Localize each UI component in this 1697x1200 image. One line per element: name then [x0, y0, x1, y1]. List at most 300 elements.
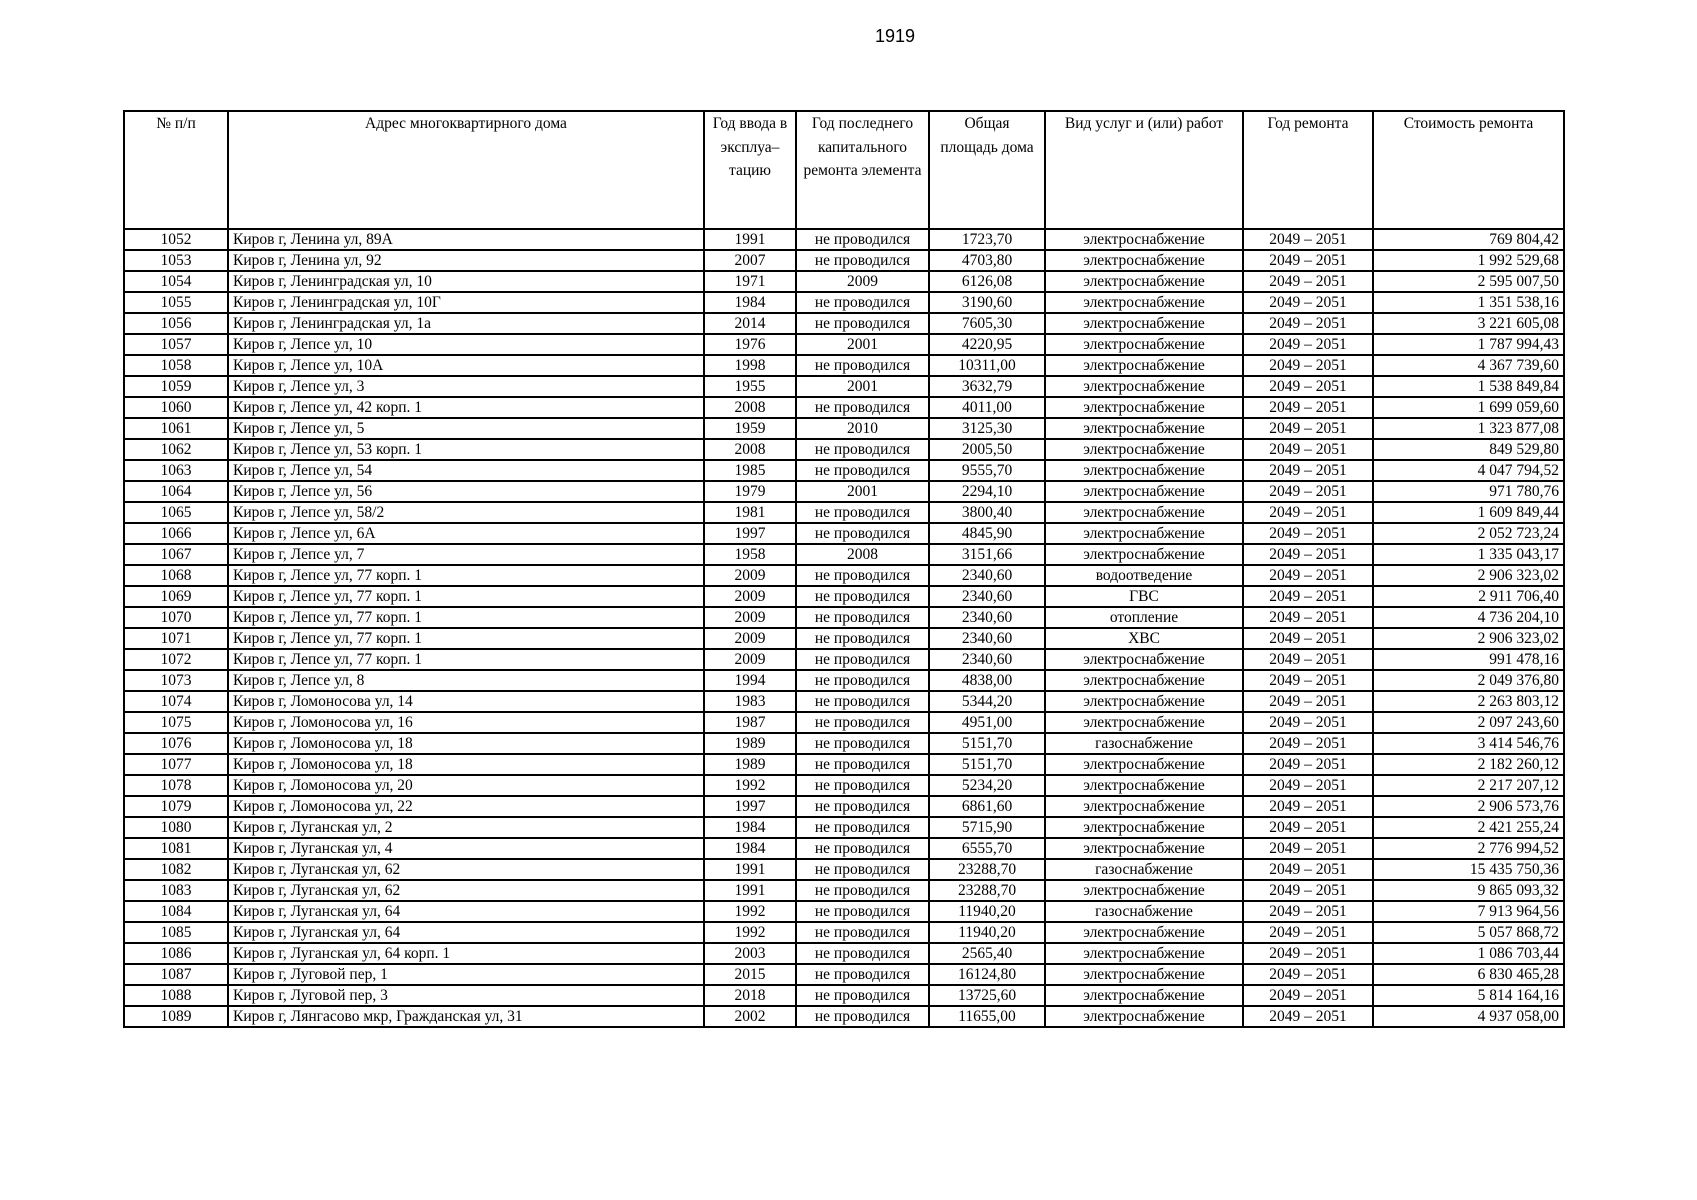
service-cell: электроснабжение	[1045, 985, 1243, 1006]
cost-cell: 1 086 703,44	[1373, 943, 1564, 964]
service-cell: электроснабжение	[1045, 313, 1243, 334]
row-number: 1081	[124, 838, 228, 859]
service-cell: электроснабжение	[1045, 691, 1243, 712]
service-cell: электроснабжение	[1045, 880, 1243, 901]
year-built-cell: 1989	[704, 733, 796, 754]
repair-years-cell: 2049 – 2051	[1243, 460, 1373, 481]
table-row	[124, 502, 1564, 523]
repair-years-cell: 2049 – 2051	[1243, 271, 1373, 292]
year-built-cell: 1991	[704, 859, 796, 880]
last-repair-cell: не проводился	[796, 754, 929, 775]
year-built-cell: 1959	[704, 418, 796, 439]
header-area: Общая площадь дома	[929, 111, 1045, 229]
repair-years-cell: 2049 – 2051	[1243, 922, 1373, 943]
cost-cell: 4 047 794,52	[1373, 460, 1564, 481]
table-row	[124, 292, 1564, 313]
service-cell: электроснабжение	[1045, 439, 1243, 460]
table-row	[124, 1006, 1564, 1027]
area-cell: 6861,60	[929, 796, 1045, 817]
repair-years-cell: 2049 – 2051	[1243, 712, 1373, 733]
cost-cell: 1 787 994,43	[1373, 334, 1564, 355]
row-number: 1074	[124, 691, 228, 712]
year-built-cell: 1981	[704, 502, 796, 523]
row-number: 1064	[124, 481, 228, 502]
area-cell: 13725,60	[929, 985, 1045, 1006]
address-cell: Киров г, Луганская ул, 62	[228, 859, 704, 880]
table-row	[124, 670, 1564, 691]
row-number: 1070	[124, 607, 228, 628]
service-cell: электроснабжение	[1045, 460, 1243, 481]
address-cell: Киров г, Ленина ул, 89А	[228, 229, 704, 250]
cost-cell: 2 595 007,50	[1373, 271, 1564, 292]
year-built-cell: 2002	[704, 1006, 796, 1027]
last-repair-cell: не проводился	[796, 838, 929, 859]
row-number: 1086	[124, 943, 228, 964]
header-repair-years: Год ремонта	[1243, 111, 1373, 229]
repair-years-cell: 2049 – 2051	[1243, 502, 1373, 523]
area-cell: 11940,20	[929, 922, 1045, 943]
address-cell: Киров г, Ленинградская ул, 1а	[228, 313, 704, 334]
cost-cell: 1 335 043,17	[1373, 544, 1564, 565]
service-cell: электроснабжение	[1045, 271, 1243, 292]
cost-cell: 1 351 538,16	[1373, 292, 1564, 313]
cost-cell: 2 049 376,80	[1373, 670, 1564, 691]
year-built-cell: 1976	[704, 334, 796, 355]
cost-cell: 9 865 093,32	[1373, 880, 1564, 901]
address-cell: Киров г, Ломоносова ул, 14	[228, 691, 704, 712]
service-cell: электроснабжение	[1045, 355, 1243, 376]
area-cell: 5151,70	[929, 733, 1045, 754]
service-cell: электроснабжение	[1045, 523, 1243, 544]
address-cell: Киров г, Луговой пер, 1	[228, 964, 704, 985]
area-cell: 23288,70	[929, 880, 1045, 901]
row-number: 1052	[124, 229, 228, 250]
area-cell: 9555,70	[929, 460, 1045, 481]
row-number: 1056	[124, 313, 228, 334]
header-cost: Стоимость ремонта	[1373, 111, 1564, 229]
header-service: Вид услуг и (или) работ	[1045, 111, 1243, 229]
table-row	[124, 607, 1564, 628]
last-repair-cell: не проводился	[796, 355, 929, 376]
table-row	[124, 250, 1564, 271]
service-cell: электроснабжение	[1045, 817, 1243, 838]
year-built-cell: 2009	[704, 607, 796, 628]
last-repair-cell: не проводился	[796, 502, 929, 523]
last-repair-cell: не проводился	[796, 397, 929, 418]
service-cell: электроснабжение	[1045, 544, 1243, 565]
service-cell: электроснабжение	[1045, 250, 1243, 271]
address-cell: Киров г, Луганская ул, 2	[228, 817, 704, 838]
last-repair-cell: не проводился	[796, 607, 929, 628]
service-cell: электроснабжение	[1045, 712, 1243, 733]
area-cell: 5344,20	[929, 691, 1045, 712]
year-built-cell: 2007	[704, 250, 796, 271]
year-built-cell: 1979	[704, 481, 796, 502]
last-repair-cell: не проводился	[796, 775, 929, 796]
address-cell: Киров г, Лепсе ул, 54	[228, 460, 704, 481]
row-number: 1053	[124, 250, 228, 271]
repair-years-cell: 2049 – 2051	[1243, 670, 1373, 691]
last-repair-cell: не проводился	[796, 901, 929, 922]
repair-years-cell: 2049 – 2051	[1243, 775, 1373, 796]
cost-cell: 991 478,16	[1373, 649, 1564, 670]
cost-cell: 3 414 546,76	[1373, 733, 1564, 754]
last-repair-cell: не проводился	[796, 292, 929, 313]
row-number: 1089	[124, 1006, 228, 1027]
table-body	[124, 229, 1564, 1027]
row-number: 1054	[124, 271, 228, 292]
cost-cell: 4 367 739,60	[1373, 355, 1564, 376]
area-cell: 1723,70	[929, 229, 1045, 250]
table-row	[124, 880, 1564, 901]
repair-years-cell: 2049 – 2051	[1243, 229, 1373, 250]
address-cell: Киров г, Ломоносова ул, 16	[228, 712, 704, 733]
area-cell: 16124,80	[929, 964, 1045, 985]
repair-years-cell: 2049 – 2051	[1243, 964, 1373, 985]
year-built-cell: 2003	[704, 943, 796, 964]
repair-years-cell: 2049 – 2051	[1243, 292, 1373, 313]
year-built-cell: 1991	[704, 229, 796, 250]
area-cell: 10311,00	[929, 355, 1045, 376]
year-built-cell: 2008	[704, 397, 796, 418]
row-number: 1068	[124, 565, 228, 586]
address-cell: Киров г, Ленина ул, 92	[228, 250, 704, 271]
last-repair-cell: не проводился	[796, 229, 929, 250]
address-cell: Киров г, Лепсе ул, 77 корп. 1	[228, 565, 704, 586]
table-row	[124, 859, 1564, 880]
address-cell: Киров г, Ленинградская ул, 10	[228, 271, 704, 292]
area-cell: 4845,90	[929, 523, 1045, 544]
repair-years-cell: 2049 – 2051	[1243, 985, 1373, 1006]
repair-years-cell: 2049 – 2051	[1243, 544, 1373, 565]
address-cell: Киров г, Ломоносова ул, 20	[228, 775, 704, 796]
service-cell: электроснабжение	[1045, 964, 1243, 985]
year-built-cell: 2008	[704, 439, 796, 460]
service-cell: электроснабжение	[1045, 775, 1243, 796]
service-cell: электроснабжение	[1045, 229, 1243, 250]
service-cell: электроснабжение	[1045, 481, 1243, 502]
repair-years-cell: 2049 – 2051	[1243, 754, 1373, 775]
row-number: 1085	[124, 922, 228, 943]
cost-cell: 849 529,80	[1373, 439, 1564, 460]
table-row	[124, 544, 1564, 565]
area-cell: 11655,00	[929, 1006, 1045, 1027]
cost-cell: 2 906 573,76	[1373, 796, 1564, 817]
repair-years-cell: 2049 – 2051	[1243, 880, 1373, 901]
area-cell: 23288,70	[929, 859, 1045, 880]
area-cell: 3190,60	[929, 292, 1045, 313]
cost-cell: 7 913 964,56	[1373, 901, 1564, 922]
table-row	[124, 313, 1564, 334]
address-cell: Киров г, Луганская ул, 64	[228, 922, 704, 943]
address-cell: Киров г, Лепсе ул, 8	[228, 670, 704, 691]
service-cell: ХВС	[1045, 628, 1243, 649]
area-cell: 5151,70	[929, 754, 1045, 775]
table-row	[124, 754, 1564, 775]
row-number: 1063	[124, 460, 228, 481]
service-cell: газоснабжение	[1045, 901, 1243, 922]
service-cell: электроснабжение	[1045, 292, 1243, 313]
area-cell: 3632,79	[929, 376, 1045, 397]
service-cell: электроснабжение	[1045, 418, 1243, 439]
last-repair-cell: 2008	[796, 544, 929, 565]
year-built-cell: 1955	[704, 376, 796, 397]
table-row	[124, 397, 1564, 418]
year-built-cell: 1971	[704, 271, 796, 292]
row-number: 1079	[124, 796, 228, 817]
year-built-cell: 2009	[704, 649, 796, 670]
table-row	[124, 901, 1564, 922]
address-cell: Киров г, Лепсе ул, 77 корп. 1	[228, 586, 704, 607]
address-cell: Киров г, Лепсе ул, 5	[228, 418, 704, 439]
cost-cell: 1 699 059,60	[1373, 397, 1564, 418]
table-row	[124, 985, 1564, 1006]
page-number: 1919	[874, 26, 916, 46]
row-number: 1055	[124, 292, 228, 313]
service-cell: электроснабжение	[1045, 796, 1243, 817]
cost-cell: 2 097 243,60	[1373, 712, 1564, 733]
address-cell: Киров г, Лепсе ул, 42 корп. 1	[228, 397, 704, 418]
area-cell: 2340,60	[929, 607, 1045, 628]
address-cell: Киров г, Ломоносова ул, 18	[228, 754, 704, 775]
last-repair-cell: не проводился	[796, 460, 929, 481]
row-number: 1083	[124, 880, 228, 901]
header-address: Адрес многоквартирного дома	[228, 111, 704, 229]
cost-cell: 971 780,76	[1373, 481, 1564, 502]
area-cell: 5715,90	[929, 817, 1045, 838]
repair-years-cell: 2049 – 2051	[1243, 1006, 1373, 1027]
year-built-cell: 2014	[704, 313, 796, 334]
last-repair-cell: не проводился	[796, 439, 929, 460]
year-built-cell: 1985	[704, 460, 796, 481]
service-cell: ГВС	[1045, 586, 1243, 607]
address-cell: Киров г, Лепсе ул, 3	[228, 376, 704, 397]
address-cell: Киров г, Лепсе ул, 58/2	[228, 502, 704, 523]
repair-years-cell: 2049 – 2051	[1243, 523, 1373, 544]
last-repair-cell: не проводился	[796, 670, 929, 691]
area-cell: 3125,30	[929, 418, 1045, 439]
table-row	[124, 523, 1564, 544]
last-repair-cell: не проводился	[796, 649, 929, 670]
service-cell: электроснабжение	[1045, 943, 1243, 964]
table-row	[124, 691, 1564, 712]
year-built-cell: 1984	[704, 817, 796, 838]
repair-years-cell: 2049 – 2051	[1243, 838, 1373, 859]
table-row	[124, 733, 1564, 754]
row-number: 1080	[124, 817, 228, 838]
table-row	[124, 775, 1564, 796]
area-cell: 5234,20	[929, 775, 1045, 796]
row-number: 1065	[124, 502, 228, 523]
service-cell: электроснабжение	[1045, 649, 1243, 670]
table-row	[124, 481, 1564, 502]
table-header-row	[124, 111, 1564, 229]
service-cell: электроснабжение	[1045, 670, 1243, 691]
header-year-built: Год ввода в эксплуа–тацию	[704, 111, 796, 229]
service-cell: электроснабжение	[1045, 754, 1243, 775]
service-cell: газоснабжение	[1045, 733, 1243, 754]
service-cell: электроснабжение	[1045, 922, 1243, 943]
repair-years-cell: 2049 – 2051	[1243, 859, 1373, 880]
row-number: 1073	[124, 670, 228, 691]
last-repair-cell: 2001	[796, 334, 929, 355]
cost-cell: 2 776 994,52	[1373, 838, 1564, 859]
area-cell: 11940,20	[929, 901, 1045, 922]
cost-cell: 2 182 260,12	[1373, 754, 1564, 775]
area-cell: 4703,80	[929, 250, 1045, 271]
last-repair-cell: не проводился	[796, 628, 929, 649]
address-cell: Киров г, Луганская ул, 64	[228, 901, 704, 922]
table-row	[124, 628, 1564, 649]
table-row	[124, 355, 1564, 376]
area-cell: 4951,00	[929, 712, 1045, 733]
address-cell: Киров г, Лепсе ул, 10А	[228, 355, 704, 376]
service-cell: электроснабжение	[1045, 502, 1243, 523]
cost-cell: 1 323 877,08	[1373, 418, 1564, 439]
table-row	[124, 418, 1564, 439]
year-built-cell: 1992	[704, 901, 796, 922]
row-number: 1061	[124, 418, 228, 439]
table-row	[124, 565, 1564, 586]
address-cell: Киров г, Лепсе ул, 53 корп. 1	[228, 439, 704, 460]
row-number: 1060	[124, 397, 228, 418]
year-built-cell: 1983	[704, 691, 796, 712]
address-cell: Киров г, Луганская ул, 64 корп. 1	[228, 943, 704, 964]
table-row	[124, 796, 1564, 817]
table-row	[124, 439, 1564, 460]
repair-years-cell: 2049 – 2051	[1243, 733, 1373, 754]
year-built-cell: 1984	[704, 838, 796, 859]
area-cell: 2005,50	[929, 439, 1045, 460]
table-row	[124, 229, 1564, 250]
area-cell: 3800,40	[929, 502, 1045, 523]
last-repair-cell: не проводился	[796, 586, 929, 607]
row-number: 1062	[124, 439, 228, 460]
last-repair-cell: 2010	[796, 418, 929, 439]
repair-years-cell: 2049 – 2051	[1243, 817, 1373, 838]
service-cell: отопление	[1045, 607, 1243, 628]
year-built-cell: 1958	[704, 544, 796, 565]
area-cell: 6555,70	[929, 838, 1045, 859]
cost-cell: 2 217 207,12	[1373, 775, 1564, 796]
year-built-cell: 1997	[704, 523, 796, 544]
area-cell: 2565,40	[929, 943, 1045, 964]
last-repair-cell: не проводился	[796, 250, 929, 271]
row-number: 1057	[124, 334, 228, 355]
row-number: 1076	[124, 733, 228, 754]
repair-years-cell: 2049 – 2051	[1243, 565, 1373, 586]
table-row	[124, 649, 1564, 670]
area-cell: 2340,60	[929, 565, 1045, 586]
repair-years-cell: 2049 – 2051	[1243, 943, 1373, 964]
cost-cell: 5 814 164,16	[1373, 985, 1564, 1006]
address-cell: Киров г, Лепсе ул, 77 корп. 1	[228, 607, 704, 628]
repair-years-cell: 2049 – 2051	[1243, 250, 1373, 271]
service-cell: электроснабжение	[1045, 1006, 1243, 1027]
last-repair-cell: не проводился	[796, 880, 929, 901]
address-cell: Киров г, Ломоносова ул, 18	[228, 733, 704, 754]
table-row	[124, 460, 1564, 481]
year-built-cell: 1989	[704, 754, 796, 775]
year-built-cell: 2015	[704, 964, 796, 985]
area-cell: 6126,08	[929, 271, 1045, 292]
row-number: 1084	[124, 901, 228, 922]
cost-cell: 15 435 750,36	[1373, 859, 1564, 880]
service-cell: электроснабжение	[1045, 838, 1243, 859]
area-cell: 2340,60	[929, 649, 1045, 670]
area-cell: 3151,66	[929, 544, 1045, 565]
table-row	[124, 922, 1564, 943]
last-repair-cell: не проводился	[796, 565, 929, 586]
last-repair-cell: не проводился	[796, 313, 929, 334]
year-built-cell: 1991	[704, 880, 796, 901]
address-cell: Киров г, Лепсе ул, 56	[228, 481, 704, 502]
year-built-cell: 1998	[704, 355, 796, 376]
last-repair-cell: не проводился	[796, 796, 929, 817]
area-cell: 4838,00	[929, 670, 1045, 691]
repair-years-cell: 2049 – 2051	[1243, 439, 1373, 460]
repair-years-cell: 2049 – 2051	[1243, 607, 1373, 628]
last-repair-cell: не проводился	[796, 922, 929, 943]
repair-years-cell: 2049 – 2051	[1243, 586, 1373, 607]
row-number: 1087	[124, 964, 228, 985]
row-number: 1058	[124, 355, 228, 376]
row-number: 1077	[124, 754, 228, 775]
year-built-cell: 2009	[704, 628, 796, 649]
address-cell: Киров г, Лепсе ул, 77 корп. 1	[228, 649, 704, 670]
service-cell: газоснабжение	[1045, 859, 1243, 880]
last-repair-cell: 2001	[796, 376, 929, 397]
area-cell: 7605,30	[929, 313, 1045, 334]
row-number: 1069	[124, 586, 228, 607]
service-cell: электроснабжение	[1045, 334, 1243, 355]
table-row	[124, 376, 1564, 397]
last-repair-cell: не проводился	[796, 964, 929, 985]
last-repair-cell: не проводился	[796, 943, 929, 964]
year-built-cell: 2018	[704, 985, 796, 1006]
last-repair-cell: не проводился	[796, 523, 929, 544]
address-cell: Киров г, Лепсе ул, 6А	[228, 523, 704, 544]
year-built-cell: 2009	[704, 586, 796, 607]
last-repair-cell: не проводился	[796, 733, 929, 754]
repair-years-cell: 2049 – 2051	[1243, 628, 1373, 649]
repair-years-cell: 2049 – 2051	[1243, 796, 1373, 817]
cost-cell: 5 057 868,72	[1373, 922, 1564, 943]
table-row	[124, 334, 1564, 355]
area-cell: 2294,10	[929, 481, 1045, 502]
last-repair-cell: не проводился	[796, 985, 929, 1006]
cost-cell: 2 263 803,12	[1373, 691, 1564, 712]
repair-years-cell: 2049 – 2051	[1243, 376, 1373, 397]
cost-cell: 2 911 706,40	[1373, 586, 1564, 607]
row-number: 1075	[124, 712, 228, 733]
cost-cell: 4 736 204,10	[1373, 607, 1564, 628]
row-number: 1067	[124, 544, 228, 565]
repair-years-cell: 2049 – 2051	[1243, 313, 1373, 334]
address-cell: Киров г, Ломоносова ул, 22	[228, 796, 704, 817]
year-built-cell: 1994	[704, 670, 796, 691]
cost-cell: 4 937 058,00	[1373, 1006, 1564, 1027]
row-number: 1088	[124, 985, 228, 1006]
header-last-repair: Год последнего капитального ремонта элемента	[796, 111, 929, 229]
last-repair-cell: не проводился	[796, 859, 929, 880]
year-built-cell: 1984	[704, 292, 796, 313]
year-built-cell: 1992	[704, 775, 796, 796]
service-cell: электроснабжение	[1045, 376, 1243, 397]
row-number: 1059	[124, 376, 228, 397]
cost-cell: 3 221 605,08	[1373, 313, 1564, 334]
address-cell: Киров г, Лепсе ул, 10	[228, 334, 704, 355]
